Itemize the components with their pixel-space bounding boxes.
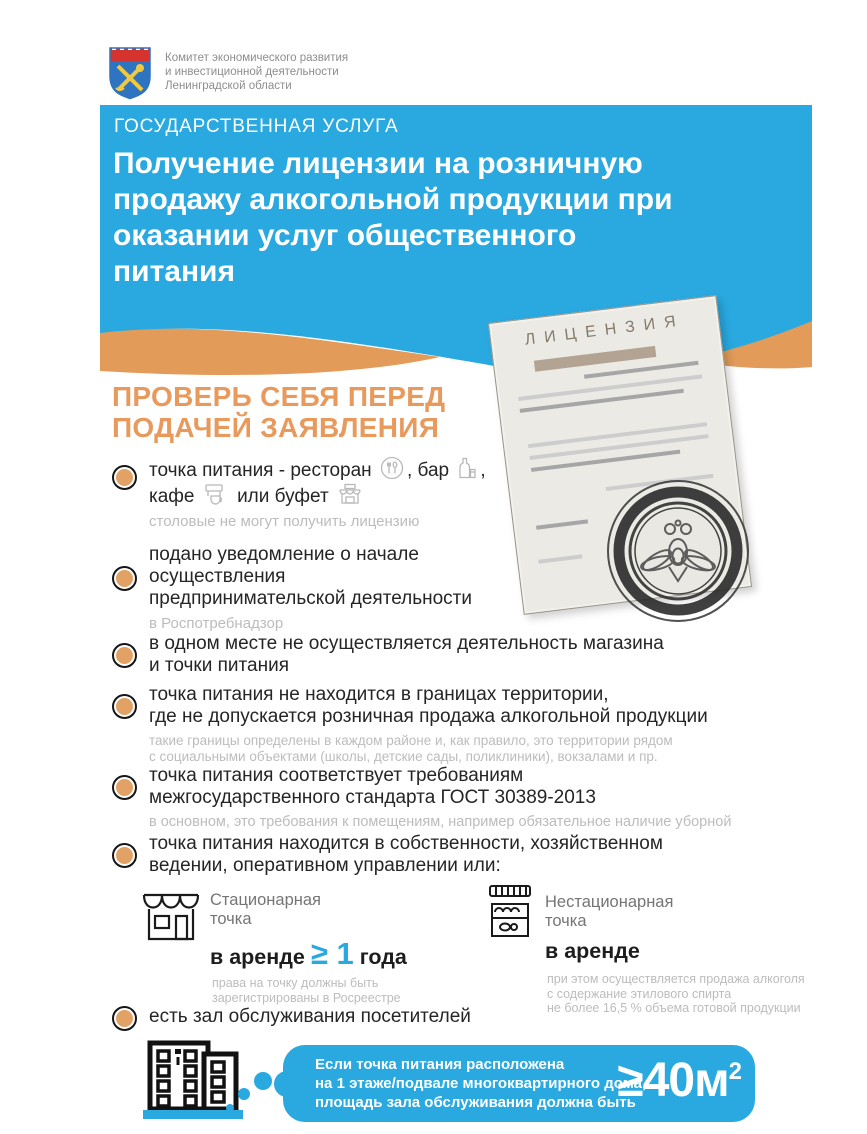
callout-text-line: Если точка питания расположена: [315, 1056, 565, 1073]
page-title: [113, 146, 673, 290]
min-area-value: [617, 1053, 741, 1108]
rent-value: ≥ 1: [310, 936, 354, 971]
storefront-icon: [140, 888, 202, 942]
column-note: зарегистрированы в Росреестре: [212, 990, 401, 1005]
item-text: осуществления: [149, 566, 286, 587]
trail-dot: [254, 1072, 272, 1090]
checklist-item-territory: [112, 684, 708, 765]
org-logo: [108, 46, 348, 100]
area-requirement-callout: [283, 1045, 755, 1122]
item-note: с социальными объектами (школы, детские сады, поликлиники), вокзалами и пр.: [149, 749, 658, 764]
rent-label: в аренде: [210, 945, 305, 969]
checklist-item-service-hall: [112, 1006, 471, 1028]
check-bullet: [112, 643, 137, 668]
title-line: питания: [113, 255, 236, 288]
column-title: Стационарная: [210, 891, 321, 909]
column-note: не более 16,5 % объема готовой продукции: [547, 1001, 801, 1015]
callout-text-line: площадь зала обслуживания должна быть: [315, 1094, 636, 1111]
item-text: предпринимательской деятельности: [149, 588, 472, 609]
item-text: точка питания находится в собственности, хозяйственном: [149, 833, 663, 854]
item-note: в Роспотребнадзор: [149, 615, 284, 632]
document-line: [520, 389, 684, 413]
column-note: при этом осуществляется продажа алкоголя: [547, 972, 805, 986]
checklist-item-ownership: [112, 833, 663, 877]
item-text: точка питания не находится в границах территории,: [149, 684, 609, 705]
rent-label: года: [359, 945, 407, 969]
item-note: в основном, это требования к помещениям, например обязательное наличие уборной: [149, 814, 732, 830]
rent-label: в аренде: [545, 939, 640, 963]
document-line: [536, 519, 588, 529]
bar-icon: [457, 456, 477, 480]
checklist-item-notification: [112, 544, 472, 632]
restaurant-icon: [380, 456, 404, 480]
title-line: Получение лицензии на розничную: [113, 147, 643, 180]
column-title: точка: [545, 912, 587, 930]
item-text: в одном месте не осуществляется деятельность магазина: [149, 633, 664, 654]
item-text: кафе: [149, 486, 195, 507]
check-bullet: [112, 775, 137, 800]
item-text: межгосударственного стандарта ГОСТ 30389-2013: [149, 787, 596, 808]
official-seal-icon: [605, 478, 751, 624]
trail-dot: [238, 1088, 250, 1100]
title-line: продажу алкогольной продукции при: [113, 183, 673, 216]
item-note: такие границы определены в каждом районе и, как правило, это территории рядом: [149, 733, 673, 748]
item-text: ,: [480, 460, 486, 481]
checklist-item-food-point-type: [112, 456, 486, 530]
org-name-line: и инвестиционной деятельности: [165, 66, 339, 78]
item-text: , бар: [406, 460, 450, 481]
min-area-number: ≥40м: [617, 1054, 729, 1107]
item-text: или буфет: [237, 486, 329, 507]
column-note: права на точку должны быть: [212, 976, 379, 990]
title-line: оказании услуг общественного: [113, 219, 577, 252]
stationary-point-block: [140, 884, 470, 1004]
org-name-line: Комитет экономического развития: [165, 52, 349, 64]
column-note: с содержание этилового спирта: [547, 986, 732, 1001]
trail-dot: [226, 1104, 234, 1112]
item-text: подано уведомление о начале: [149, 544, 419, 565]
coat-of-arms-icon: [108, 46, 152, 100]
item-text: есть зал обслуживания посетителей: [149, 1006, 471, 1027]
item-text: точка питания соответствует требованиям: [149, 765, 524, 786]
buffet-icon: [337, 482, 363, 506]
item-text: ведении, оперативном управлении или:: [149, 855, 501, 876]
banner-kicker: ГОСУДАРСТВЕННАЯ УСЛУГА: [114, 116, 399, 137]
section-heading-line: ПРОВЕРЬ СЕБЯ ПЕРЕД: [112, 381, 446, 412]
check-bullet: [112, 465, 137, 490]
check-bullet: [112, 1006, 137, 1031]
callout-text-line: на 1 этаже/подвале многоквартирного дома,: [315, 1075, 647, 1092]
license-document-title: ЛИЦЕНЗИЯ: [523, 312, 686, 349]
checklist-item-gost: [112, 765, 731, 831]
item-text: точка питания - ресторан: [149, 460, 372, 481]
cafe-icon: [203, 482, 229, 506]
document-line: [538, 554, 582, 563]
check-bullet: [112, 694, 137, 719]
item-text: и точки питания: [149, 655, 289, 676]
item-text: где не допускается розничная продажа алкогольной продукции: [149, 706, 708, 727]
column-title: Нестационарная: [545, 893, 674, 911]
min-area-sup: 2: [728, 1058, 741, 1085]
check-bullet: [112, 566, 137, 591]
checklist-item-single-location: [112, 633, 664, 677]
nonstationary-point-block: [487, 884, 817, 1015]
kiosk-icon: [487, 884, 533, 942]
section-heading-line: ПОДАЧЕЙ ЗАЯВЛЕНИЯ: [112, 412, 440, 443]
column-title: точка: [210, 910, 252, 928]
org-name-line: Ленинградской области: [165, 80, 292, 92]
item-note: столовые не могут получить лицензию: [149, 513, 420, 530]
check-bullet: [112, 843, 137, 868]
section-heading: [112, 381, 445, 443]
